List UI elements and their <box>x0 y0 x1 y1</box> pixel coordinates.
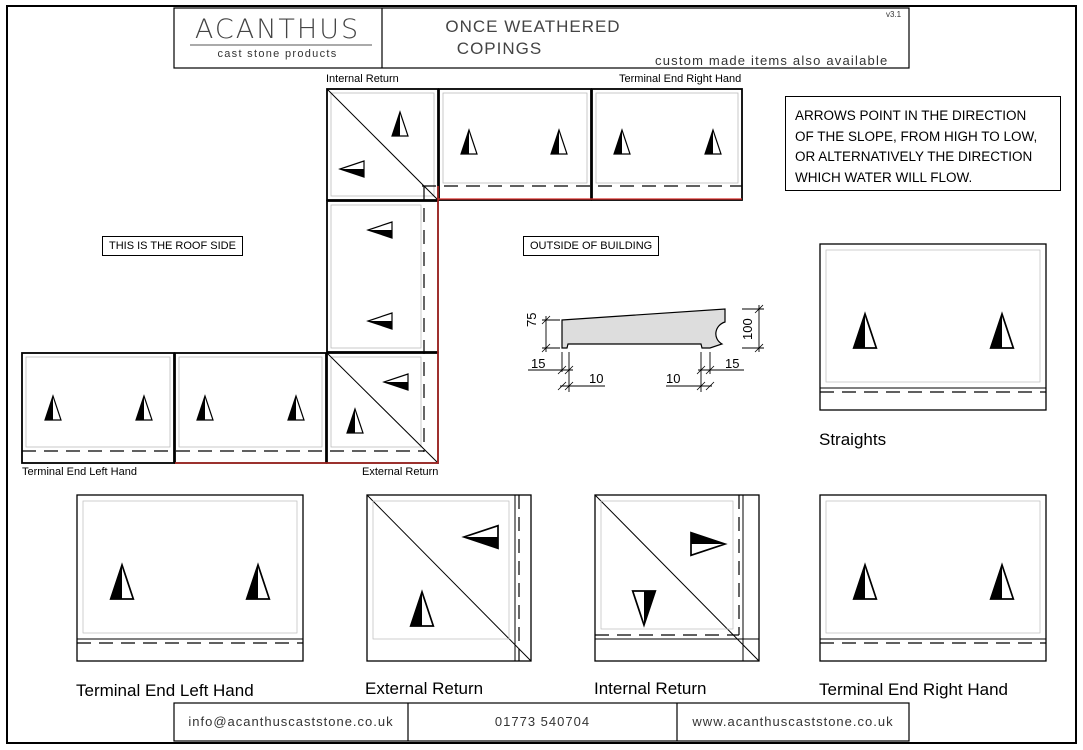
unit-terminal-right <box>820 495 1046 661</box>
doc-title-line2: COPINGS <box>456 39 543 58</box>
plan-layout <box>22 89 742 463</box>
footer-email[interactable]: info@acanthuscaststone.co.uk <box>188 714 394 729</box>
outside-building-label: OUTSIDE OF BUILDING <box>523 236 659 256</box>
custom-note: custom made items also available <box>655 53 889 68</box>
footer-website[interactable]: www.acanthuscaststone.co.uk <box>692 714 894 729</box>
unit-terminal-left <box>77 495 303 661</box>
plan-arrows <box>45 112 721 433</box>
unit-label-internal-return: Internal Return <box>594 679 707 698</box>
dim-height-low: 75 <box>524 312 539 327</box>
plan-straight-left <box>175 353 326 463</box>
dim-drip-right-width: 10 <box>666 371 681 386</box>
plan-label-internal-return: Internal Return <box>326 73 399 85</box>
brand-subtitle: cast stone products <box>217 48 338 60</box>
outside-edge <box>175 186 438 463</box>
coping-section <box>528 305 764 392</box>
unit-label-terminal-left: Terminal End Left Hand <box>76 681 254 700</box>
dim-drip-right-offset: 15 <box>725 356 740 371</box>
plan-label-terminal-right: Terminal End Right Hand <box>619 73 742 85</box>
version-label: v3.1 <box>886 10 902 19</box>
notice-line-4: WHICH WATER WILL FLOW. <box>795 169 973 185</box>
dim-drip-left-width: 10 <box>589 371 604 386</box>
notice-line-3: OR ALTERNATIVELY THE DIRECTION <box>795 149 1033 164</box>
direction-notice <box>785 96 1061 191</box>
brand-name: ACANTHUS <box>194 14 361 45</box>
notice-line-2: OF THE SLOPE, FROM HIGH TO LOW, <box>795 128 1038 144</box>
unit-label-terminal-right: Terminal End Right Hand <box>819 680 1008 699</box>
dim-drip-left-offset: 15 <box>531 356 546 371</box>
plan-label-terminal-left: Terminal End Left Hand <box>22 466 137 478</box>
dim-height-high: 100 <box>740 318 755 340</box>
roof-side-label: THIS IS THE ROOF SIDE <box>102 236 243 256</box>
section-profile <box>562 309 725 348</box>
unit-straights <box>820 244 1046 410</box>
plan-label-external-return: External Return <box>362 466 439 478</box>
units <box>77 244 1046 661</box>
doc-title-line1: ONCE WEATHERED <box>445 17 621 36</box>
plan-terminal-left <box>22 353 174 463</box>
notice-line-1: ARROWS POINT IN THE DIRECTION <box>795 108 1027 123</box>
unit-label-straights: Straights <box>819 430 887 449</box>
unit-label-external-return: External Return <box>365 679 484 698</box>
footer-phone[interactable]: 01773 540704 <box>494 714 591 729</box>
